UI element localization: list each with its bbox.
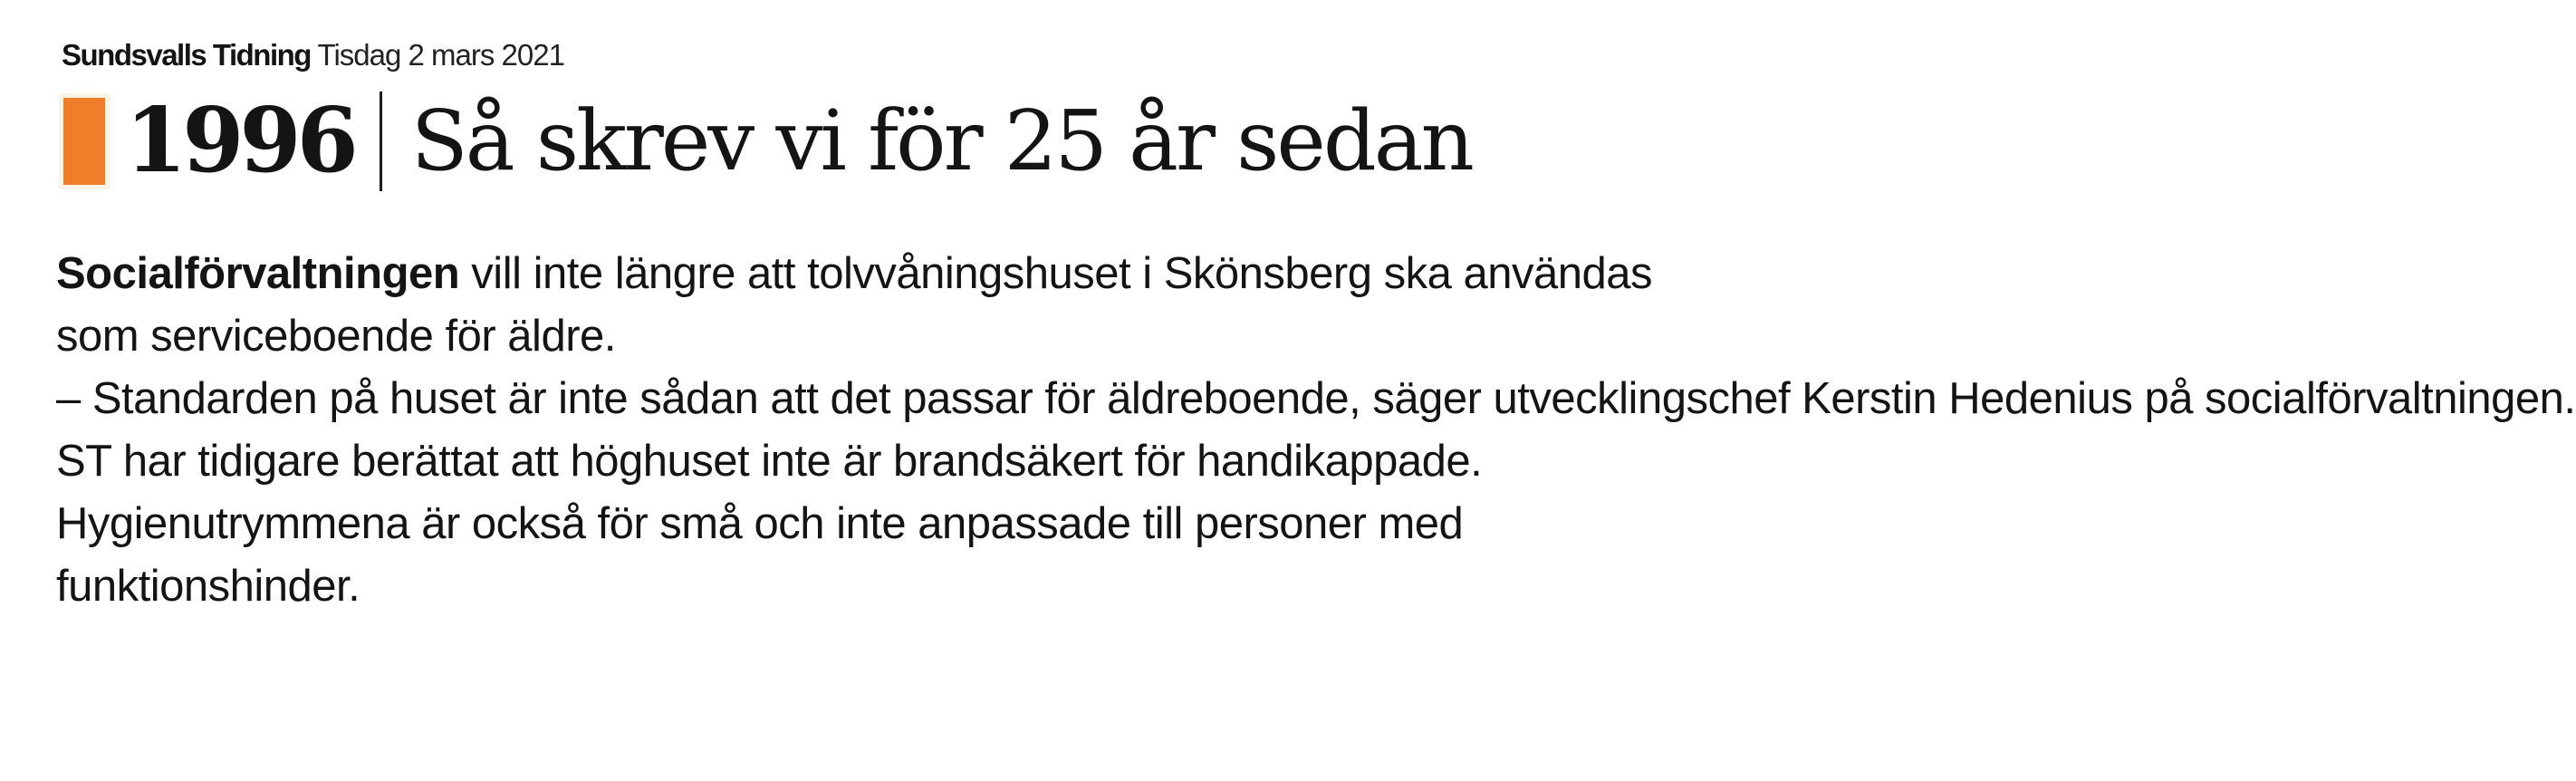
headline-title: Så skrev vi för 25 år sedan <box>410 92 1472 189</box>
publication-date: Tisdag 2 mars 2021 <box>317 38 564 72</box>
article-body <box>56 243 2576 618</box>
newspaper-name: Sundsvalls Tidning <box>62 38 311 72</box>
headline-year: 1996 <box>125 89 354 193</box>
article-sentence: ST har tidigare berättat att höghuset inte är brandsäkert för handikappade. <box>56 437 1483 486</box>
article-sentence: Hygienutrymmena är också för små och inte anpassade till personer med funktionshinder. <box>56 499 1464 611</box>
article-lead-bold: Socialförvaltningen <box>56 249 460 298</box>
dateline <box>62 34 564 76</box>
accent-block <box>63 98 105 185</box>
headline <box>53 91 1472 192</box>
article-quote: – Standarden på huset är inte sådan att det passar för äldreboende, säger utvecklingschef Kerstin Hedenius på socialförvaltningen. <box>56 374 2576 423</box>
headline-divider <box>380 92 382 191</box>
article-lead-text: vill inte längre att tolvvåningshuset i Skönsberg ska användas som serviceboende för äldre. <box>56 249 1652 361</box>
